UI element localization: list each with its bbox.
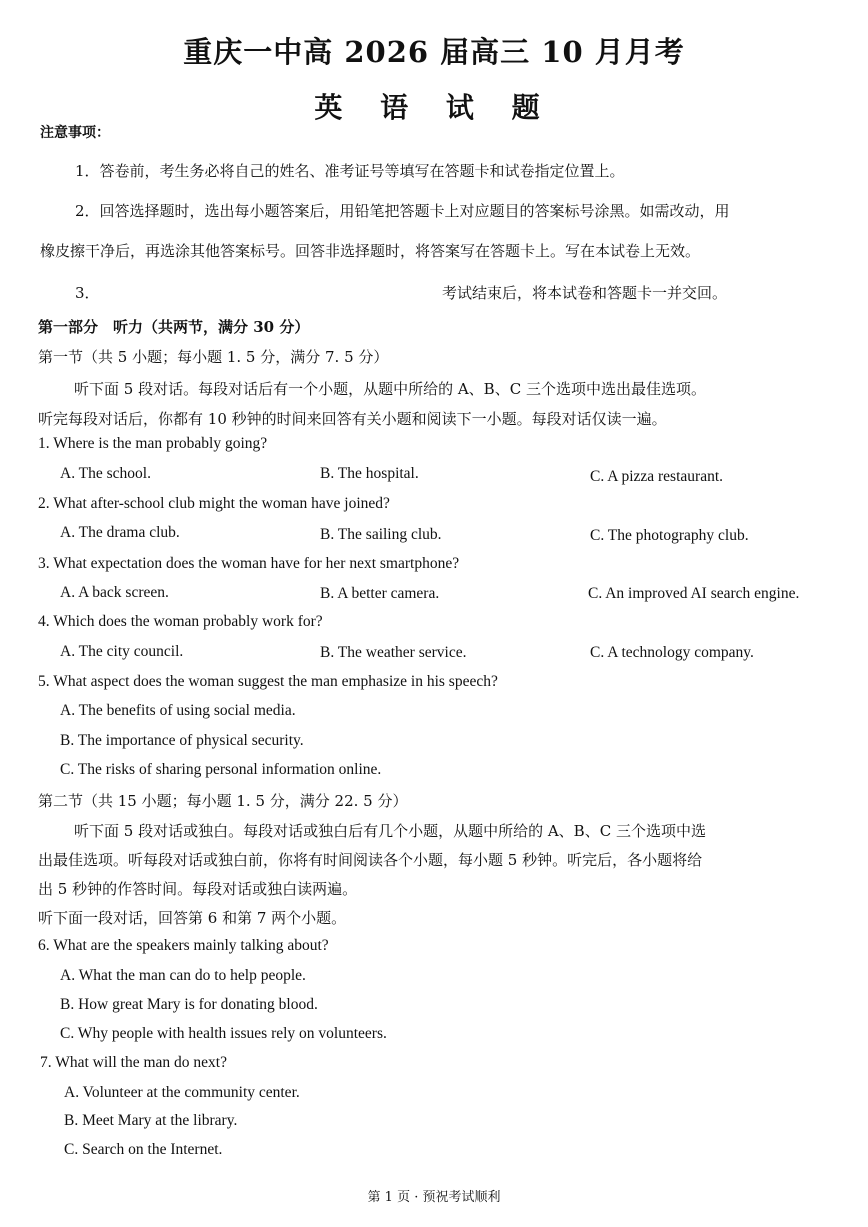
question-2-option-c: C. The photography club. bbox=[590, 527, 749, 544]
question-7-option-b: B. Meet Mary at the library. bbox=[64, 1112, 238, 1129]
page-subtitle: 英 语 试 题 bbox=[314, 91, 554, 124]
section2-instruction-1: 听下面 5 段对话或独白。每段对话或独白后有几个小题，从题中所给的 A、B、C 三个选项中选 bbox=[74, 822, 706, 840]
question-6-option-a: A. What the man can do to help people. bbox=[60, 967, 306, 984]
question-2-option-a: A. The drama club. bbox=[60, 524, 180, 541]
section2-heading: 第二节（共 15 小题；每小题 1. 5 分，满分 22. 5 分） bbox=[38, 792, 408, 810]
question-7-option-c: C. Search on the Internet. bbox=[64, 1141, 223, 1158]
question-3-stem: 3. What expectation does the woman have for her next smartphone? bbox=[38, 555, 460, 572]
question-2-stem: 2. What after-school club might the woman have joined? bbox=[38, 495, 390, 512]
question-4-option-c: C. A technology company. bbox=[590, 644, 754, 661]
section1-heading: 第一节（共 5 小题；每小题 1. 5 分，满分 7. 5 分） bbox=[38, 348, 389, 366]
question-4-option-a: A. The city council. bbox=[60, 643, 184, 660]
part1-heading: 第一部分 听力（共两节，满分 30 分） bbox=[38, 318, 310, 336]
question-5-stem: 5. What aspect does the woman suggest the man emphasize in his speech? bbox=[38, 673, 498, 690]
note-item-3-text: 考试结束后，将本试卷和答题卡一并交回。 bbox=[442, 284, 728, 302]
question-7-stem: 7. What will the man do next? bbox=[40, 1054, 227, 1071]
section1-instruction-1: 听下面 5 段对话。每段对话后有一个小题，从题中所给的 A、B、C 三个选项中选出最佳选项。 bbox=[74, 380, 706, 398]
question-3-option-a: A. A back screen. bbox=[60, 584, 169, 601]
page-footer: 第 1 页 · 预祝考试顺利 bbox=[367, 1190, 501, 1205]
question-5-option-b: B. The importance of physical security. bbox=[60, 732, 304, 749]
question-2-option-b: B. The sailing club. bbox=[320, 526, 442, 543]
section2-instruction-3: 出 5 秒钟的作答时间。每段对话或独白读两遍。 bbox=[38, 880, 358, 898]
question-1-option-b: B. The hospital. bbox=[320, 465, 419, 482]
note-item-2: 2．回答选择题时，选出每小题答案后，用铅笔把答题卡上对应题目的答案标号涂黑。如需改动，用 bbox=[75, 202, 730, 220]
question-4-option-b: B. The weather service. bbox=[320, 644, 467, 661]
question-3-option-b: B. A better camera. bbox=[320, 585, 440, 602]
question-4-stem: 4. Which does the woman probably work for? bbox=[38, 613, 323, 630]
notes-heading: 注意事项： bbox=[40, 125, 110, 141]
section1-instruction-2: 听完每段对话后，你都有 10 秒钟的时间来回答有关小题和阅读下一小题。每段对话仅读一遍。 bbox=[38, 410, 667, 428]
page-title: 重庆一中高 2026 届高三 10 月月考 bbox=[183, 35, 685, 69]
question-7-option-a: A. Volunteer at the community center. bbox=[64, 1084, 300, 1101]
question-5-option-c: C. The risks of sharing personal information online. bbox=[60, 761, 382, 778]
note-item-3-number: 3． bbox=[75, 284, 100, 302]
question-1-option-a: A. The school. bbox=[60, 465, 151, 482]
section2-instruction-2: 出最佳选项。听每段对话或独白前，你将有时间阅读各个小题，每小题 5 秒钟。听完后，各小题将给 bbox=[38, 851, 703, 869]
note-item-2-cont: 橡皮擦干净后，再选涂其他答案标号。回答非选择题时，将答案写在答题卡上。写在本试卷上无效。 bbox=[40, 242, 701, 260]
note-item-1: 1．答卷前，考生务必将自己的姓名、准考证号等填写在答题卡和试卷指定位置上。 bbox=[75, 162, 625, 180]
question-1-option-c: C. A pizza restaurant. bbox=[590, 468, 723, 485]
question-5-option-a: A. The benefits of using social media. bbox=[60, 702, 296, 719]
question-1-stem: 1. Where is the man probably going? bbox=[38, 435, 268, 452]
question-3-option-c: C. An improved AI search engine. bbox=[588, 585, 800, 602]
section2-instruction-4: 听下面一段对话，回答第 6 和第 7 两个小题。 bbox=[38, 909, 347, 927]
question-6-option-b: B. How great Mary is for donating blood. bbox=[60, 996, 318, 1013]
question-6-stem: 6. What are the speakers mainly talking about? bbox=[38, 937, 329, 954]
question-6-option-c: C. Why people with health issues rely on volunteers. bbox=[60, 1025, 387, 1042]
